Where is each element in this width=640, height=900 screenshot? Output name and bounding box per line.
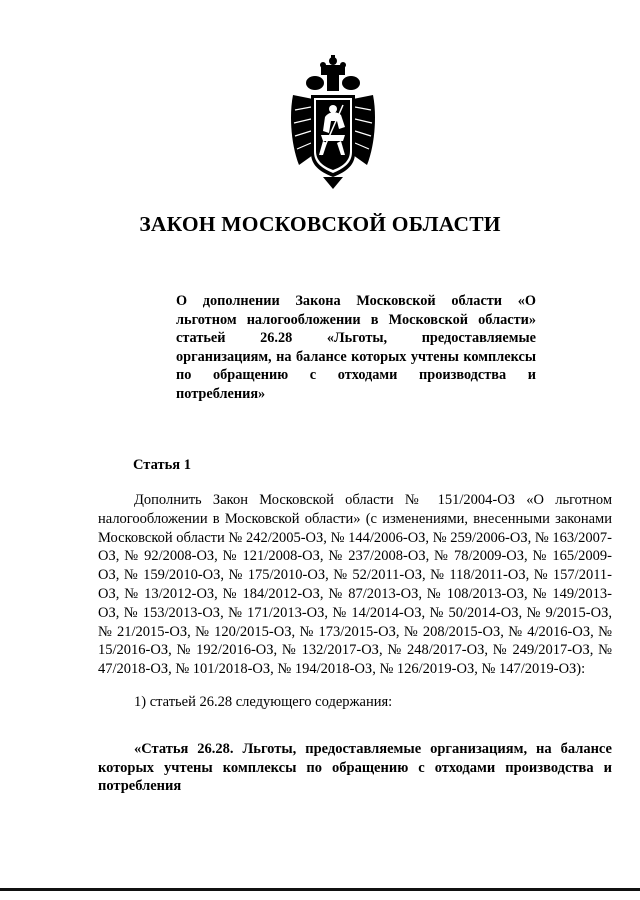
law-title: ЗАКОН МОСКОВСКОЙ ОБЛАСТИ [139, 212, 501, 236]
coat-of-arms-icon [283, 55, 383, 190]
article-paragraph-item-1: 1) статьей 26.28 следующего содержания: [134, 693, 393, 710]
article-body [98, 491, 612, 712]
law-subject: О дополнении Закона Московской области «О льготном налогообложении в Московской области» статьей 26.28 «Льготы, предоставляемые организациям, на балансе которых учтены комплексы по обращению с отходами производства и потребления» [176, 293, 536, 402]
article-heading: Статья 1 [133, 457, 191, 473]
article-paragraph-amendments: Дополнить Закон Московской области № 151/2004-ОЗ «О льготном налогообложении в Московской области» (с изменениями, внесенными законами Московской области № 242/2005-ОЗ, № 144/2006-ОЗ, № 259/2006-ОЗ, № 163/2007-ОЗ, № 92/2008-ОЗ, № 121/2008-ОЗ, № 237/2008-ОЗ, № 78/2009-ОЗ, № 165/2009-ОЗ, № 159/2010-ОЗ, № 175/2010-ОЗ, № 52/2011-ОЗ, № 118/2011-ОЗ, № 157/2011-ОЗ, № 13/2012-ОЗ, № 184/2012-ОЗ, № 87/2013-ОЗ, № 108/2013-ОЗ, № 149/2013-ОЗ, № 153/2013-ОЗ, № 171/2013-ОЗ, № 14/2014-ОЗ, № 50/2014-ОЗ, № 9/2015-ОЗ, № 21/2015-ОЗ, № 120/2015-ОЗ, № 173/2015-ОЗ, № 208/2015-ОЗ, № 4/2016-ОЗ, № 15/2016-ОЗ, № 192/2016-ОЗ, № 132/2017-ОЗ, № 248/2017-ОЗ, № 249/2017-ОЗ, № 47/2018-ОЗ, № 101/2018-ОЗ, № 194/2018-ОЗ, № 126/2019-ОЗ, № 147/2019-ОЗ): [98, 492, 612, 678]
page-bottom-divider [0, 888, 640, 891]
new-article-heading: «Статья 26.28. Льготы, предоставляемые организациям, на балансе которых учтены комплексы по обращению с отходами производства и потребления [98, 741, 612, 794]
